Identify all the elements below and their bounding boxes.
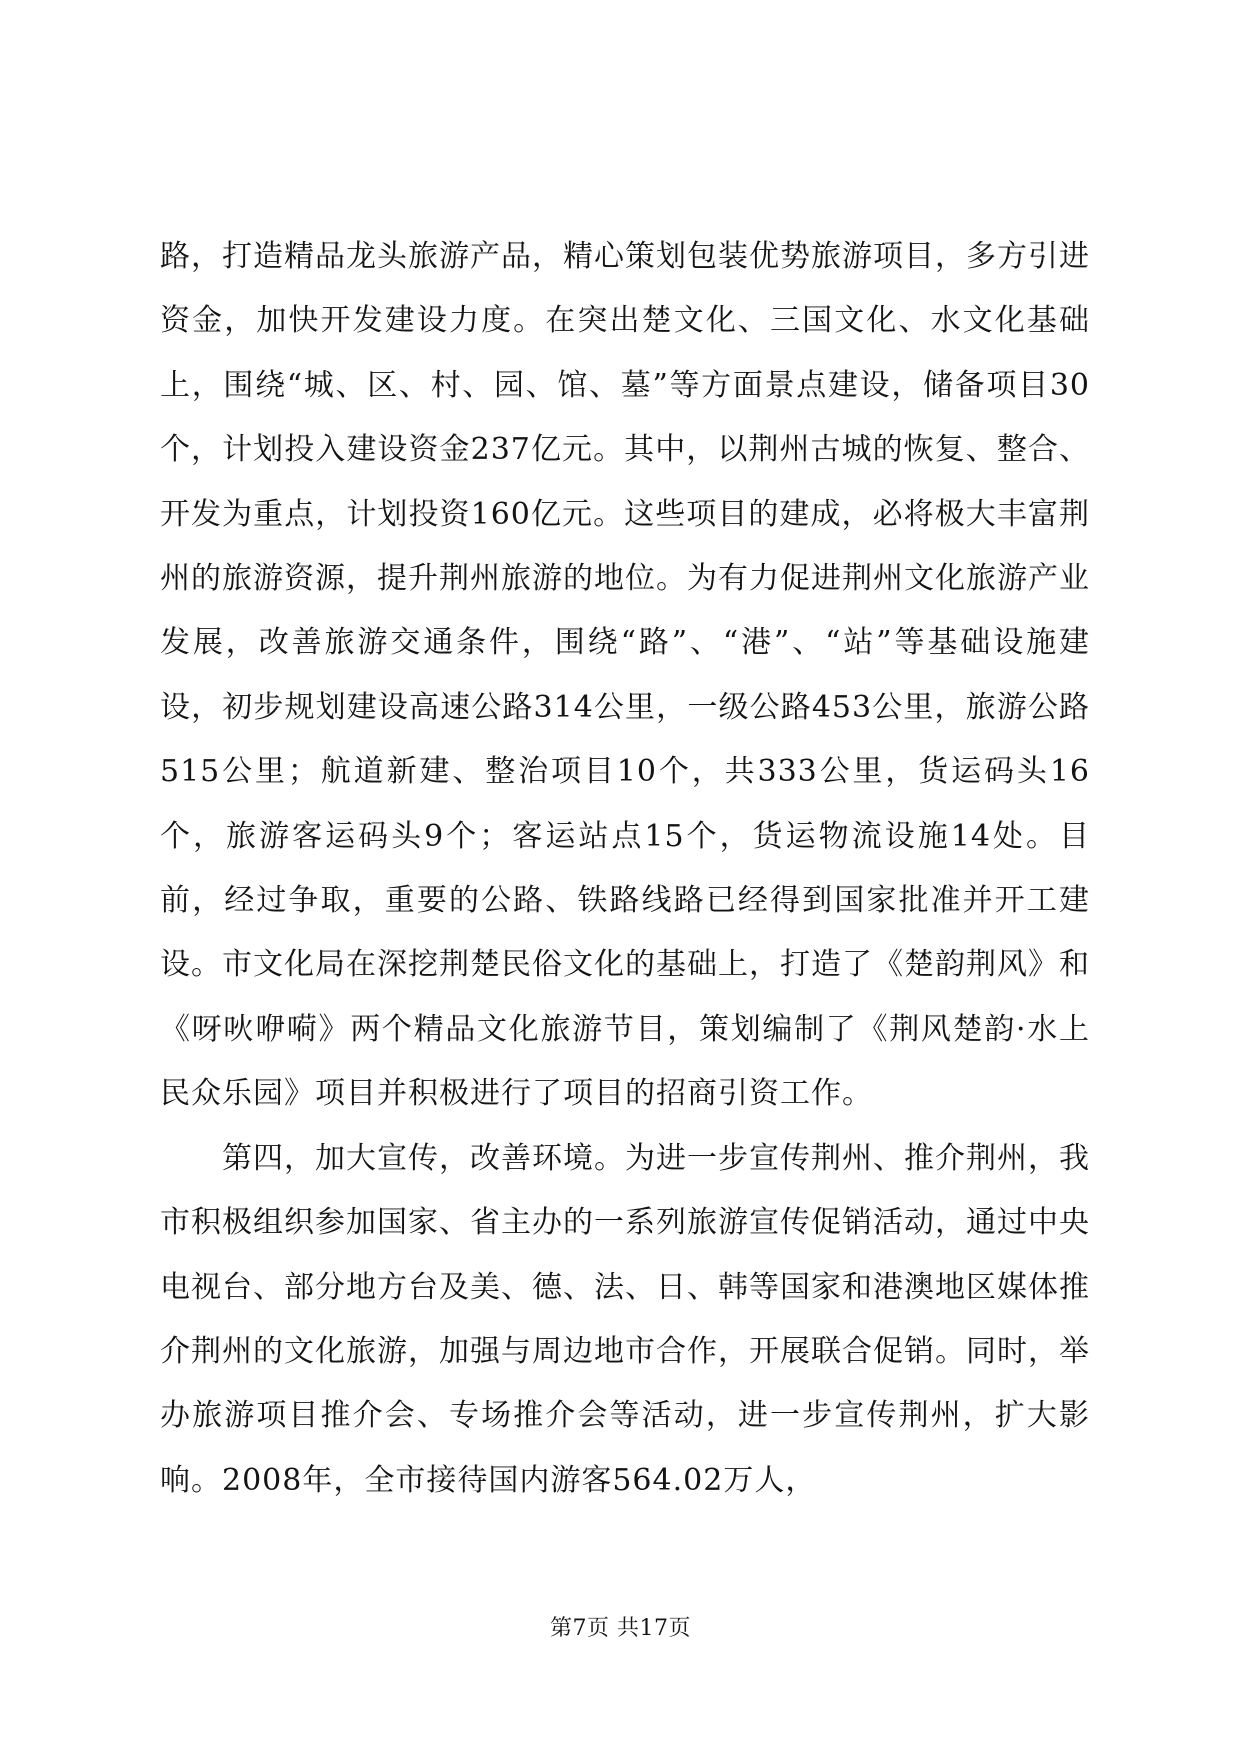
- body-text: [160, 225, 1090, 1513]
- page-footer: 第7页 共17页: [550, 1616, 691, 1641]
- paragraph-continued: 路，打造精品龙头旅游产品，精心策划包装优势旅游项目，多方引进资金，加快开发建设力度。在突出楚文化、三国文化、水文化基础上，围绕“城、区、村、园、馆、墓”等方面景点建设，储备项目30个，计划投入建设资金237亿元。其中，以荆州古城的恢复、整合、开发为重点，计划投资160亿元。这些项目的建成，必将极大丰富荆州的旅游资源，提升荆州旅游的地位。为有力促进荆州文化旅游产业发展，改善旅游交通条件，围绕“路”、“港”、“站”等基础设施建设，初步规划建设高速公路314公里，一级公路453公里，旅游公路515公里；航道新建、整治项目10个，共333公里，货运码头16个，旅游客运码头9个；客运站点15个，货运物流设施14处。目前，经过争取，重要的公路、铁路线路已经得到国家批准并开工建设。市文化局在深挖荆楚民俗文化的基础上，打造了《楚韵荆风》和《呀吙咿嗬》两个精品文化旅游节目，策划编制了《荆风楚韵·水上民众乐园》项目并积极进行了项目的招商引资工作。: [160, 239, 1090, 1112]
- paragraph-fourth-point: 第四，加大宣传，改善环境。为进一步宣传荆州、推介荆州，我市积极组织参加国家、省主办的一系列旅游宣传促销活动，通过中央电视台、部分地方台及美、德、法、日、韩等国家和港澳地区媒体推介荆州的文化旅游，加强与周边地市合作，开展联合促销。同时，举办旅游项目推介会、专场推介会等活动，进一步宣传荆州，扩大影响。2008年，全市接待国内游客564.02万人，: [160, 1140, 1090, 1498]
